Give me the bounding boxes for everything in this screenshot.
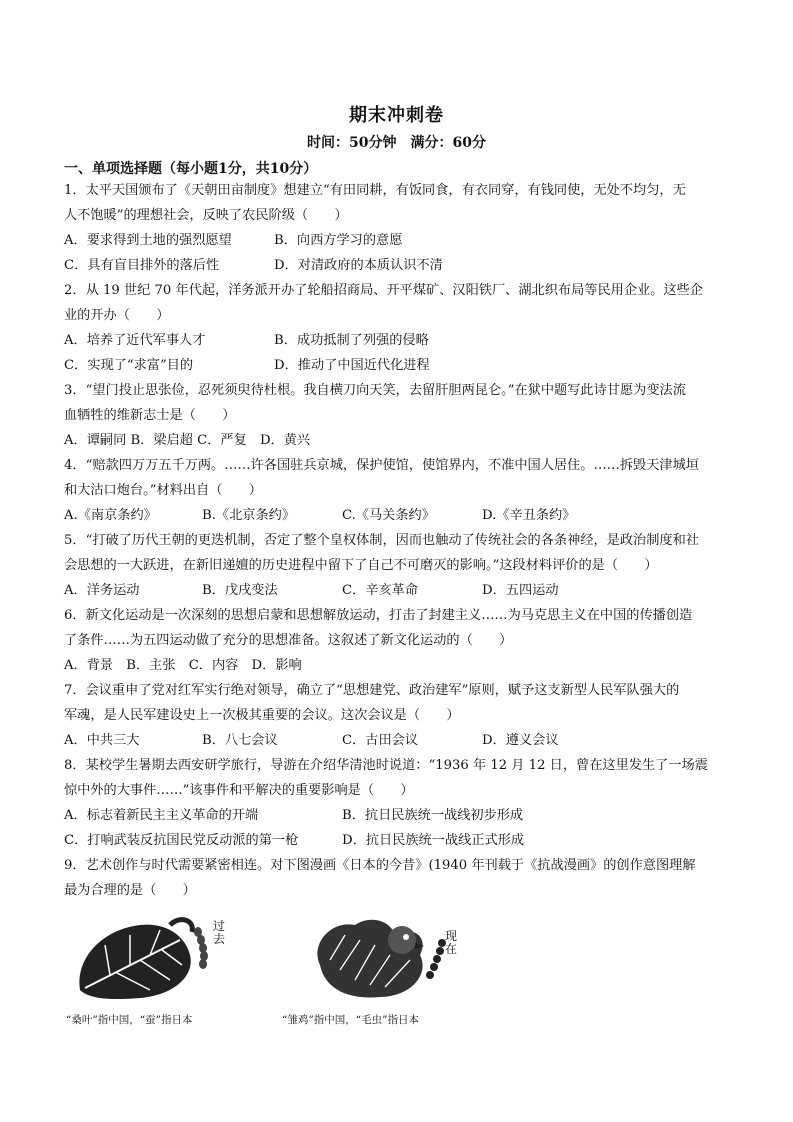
question-5-line-2: 会思想的一大跃进，在新旧递嬗的历史进程中留下了自己不可磨灭的影响。”这段材料评价的是（ ） [64, 558, 658, 573]
q1-option-d: D．对清政府的本质认识不清 [274, 258, 443, 273]
caption-left: “桑叶”指中国，“蚕”指日本 [66, 1014, 193, 1026]
q1-option-b: B．向西方学习的意愿 [274, 233, 403, 248]
question-7-line-2: 军魂，是人民军建设史上一次极其重要的会议。这次会议是（ ） [64, 708, 460, 723]
question-6-line-1: 6．新文化运动是一次深刻的思想启蒙和思想解放运动，打击了封建主义……为马克思主义在中国的传播创造 [64, 608, 693, 623]
q5-option-a: A．洋务运动 [64, 583, 140, 598]
q6-options: A．背景 B．主张 C．内容 D．影响 [64, 658, 302, 673]
cartoon-label-past: 过去 [213, 919, 226, 946]
question-1-line-1: 1．太平天国颁布了《天朝田亩制度》想建立“有田同耕，有饭同食，有衣同穿，有钱同使，无处不均匀，无 [64, 183, 686, 198]
page-title: 期末冲刺卷 [349, 105, 444, 126]
q7-option-d: D．遵义会议 [482, 733, 559, 748]
q7-option-c: C．古田会议 [342, 733, 419, 748]
cartoon-label-now: 现在 [445, 929, 458, 956]
q1-option-a: A．要求得到土地的强烈愿望 [64, 233, 232, 248]
question-9-line-1: 9．艺术创作与时代需要紧密相连。对下图漫画《日本的今昔》(1940 年刊载于《抗战漫画》的创作意图理解 [64, 858, 696, 873]
q2-option-d: D．推动了中国近代化进程 [274, 358, 430, 373]
q2-option-c: C．实现了“求富”目的 [64, 358, 194, 373]
q8-option-a: A．标志着新民主主义革命的开端 [64, 808, 259, 823]
question-8-line-2: 惊中外的大事件……”该事件和平解决的重要影响是（ ） [64, 783, 414, 798]
question-1-line-2: 人不饱暖”的理想社会，反映了农民阶级（ ） [64, 208, 348, 223]
question-9-line-2: 最为合理的是（ ） [64, 883, 196, 898]
question-4-line-2: 和大沽口炮台。”材料出自（ ） [64, 483, 262, 498]
q4-option-c: C.《马关条约》 [342, 508, 435, 523]
q7-option-a: A．中共三大 [64, 733, 140, 748]
q8-option-b: B．抗日民族统一战线初步形成 [342, 808, 524, 823]
q8-option-d: D．抗日民族统一战线正式形成 [342, 833, 525, 848]
q2-option-a: A．培养了近代军事人才 [64, 333, 206, 348]
question-8-line-1: 8．某校学生暑期去西安研学旅行，导游在介绍华清池时说道：“1936 年 12 月 12 日，曾在这里发生了一场震 [64, 758, 708, 773]
question-2-line-1: 2．从 19 世纪 70 年代起，洋务派开办了轮船招商局、开平煤矿、汉阳铁厂、湖北织布局等民用企业。这些企 [64, 283, 703, 298]
question-5-line-1: 5．“打破了历代王朝的更迭机制，否定了整个皇权体制，因而也触动了传统社会的各条神经，是政治制度和社 [64, 533, 699, 548]
q1-option-c: C．具有盲目排外的落后性 [64, 258, 220, 273]
question-2-line-2: 业的开办（ ） [64, 308, 170, 323]
q4-option-b: B.《北京条约》 [202, 508, 296, 523]
q3-options: A．谭嗣同 B．梁启超 C．严复 D．黄兴 [64, 433, 311, 448]
q5-option-b: B．戊戌变法 [202, 583, 278, 598]
question-3-line-1: 3．“望门投止思张俭，忍死须臾待杜根。我自横刀向天笑，去留肝胆两昆仑。”在狱中题写此诗甘愿为变法流 [64, 383, 686, 398]
exam-meta: 时间：50分钟 满分：60分 [307, 135, 486, 151]
question-7-line-1: 7．会议重申了党对红军实行绝对领导，确立了“思想建党、政治建军”原则，赋予这支新型人民军队强大的 [64, 683, 680, 698]
q5-option-c: C．辛亥革命 [342, 583, 419, 598]
q7-option-b: B．八七会议 [202, 733, 278, 748]
q5-option-d: D．五四运动 [482, 583, 559, 598]
q8-option-c: C．打响武装反抗国民党反动派的第一枪 [64, 833, 299, 848]
question-4-line-1: 4．“赔款四万万五千万两。……许各国驻兵京城，保护使馆，使馆界内，不准中国人居住。……拆毁天津城垣 [64, 458, 699, 473]
section-heading: 一、单项选择题（每小题1分，共10分） [64, 161, 318, 177]
caption-right: “雏鸡”指中国，“毛虫”指日本 [282, 1014, 419, 1026]
question-6-line-2: 了条件……为五四运动做了充分的思想准备。这叙述了新文化运动的（ ） [64, 633, 513, 648]
question-3-line-2: 血牺牲的维新志士是（ ） [64, 408, 236, 423]
q2-option-b: B．成功抵制了列强的侵略 [274, 333, 429, 348]
q4-option-a: A.《南京条约》 [64, 508, 157, 523]
q4-option-d: D.《辛丑条约》 [482, 508, 576, 523]
